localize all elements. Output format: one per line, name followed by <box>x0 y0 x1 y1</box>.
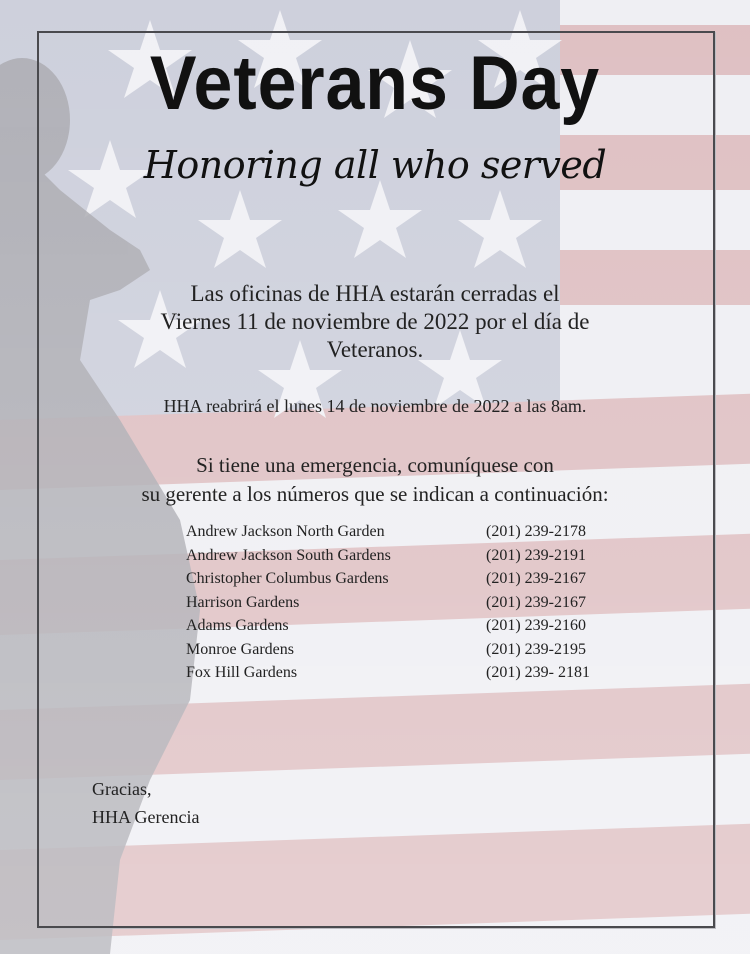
contact-row <box>186 614 626 638</box>
contact-list <box>186 520 626 685</box>
contact-phone: (201) 239-2195 <box>486 640 586 658</box>
page-title: Veterans Day <box>149 41 601 126</box>
contact-name: Monroe Gardens <box>186 640 294 658</box>
closure-line-3: Veteranos. <box>326 337 424 362</box>
contact-phone: (201) 239-2160 <box>486 617 586 634</box>
emergency-line-1: Si tiene una emergencia, comuníquese con <box>196 453 554 477</box>
contact-name: Christopher Columbus Gardens <box>186 570 389 587</box>
emergency-line-2: su gerente a los números que se indican a continuación: <box>141 482 609 506</box>
closure-notice <box>0 280 750 364</box>
contact-name: Harrison Gardens <box>186 593 300 611</box>
contact-row <box>186 567 626 591</box>
contact-phone: (201) 239- 2181 <box>486 664 590 681</box>
contact-phone: (201) 239-2178 <box>486 523 586 540</box>
contact-name: Andrew Jackson South Gardens <box>186 546 391 564</box>
contact-row <box>186 544 626 568</box>
closure-line-2: Viernes 11 de noviembre de 2022 por el día de <box>160 309 590 334</box>
contact-row <box>186 661 626 685</box>
closing-thanks: Gracias, <box>92 779 152 799</box>
contact-phone: (201) 239-2167 <box>486 570 586 587</box>
contact-name: Andrew Jackson North Garden <box>186 523 385 540</box>
contact-name: Adams Gardens <box>186 617 289 634</box>
contact-phone: (201) 239-2167 <box>486 593 586 611</box>
contact-row <box>186 591 626 615</box>
reopen-notice: HHA reabrirá el lunes 14 de noviembre de 2022 a las 8am. <box>163 396 587 416</box>
emergency-notice <box>0 451 750 509</box>
closing-signature <box>92 775 199 831</box>
contact-name: Fox Hill Gardens <box>186 664 298 681</box>
contact-row <box>186 638 626 662</box>
page-subtitle: Honoring all who served <box>143 143 607 187</box>
contact-row <box>186 520 626 544</box>
contact-phone: (201) 239-2191 <box>486 546 586 564</box>
closing-signer: HHA Gerencia <box>92 807 200 827</box>
closure-line-1: Las oficinas de HHA estarán cerradas el <box>190 281 560 306</box>
